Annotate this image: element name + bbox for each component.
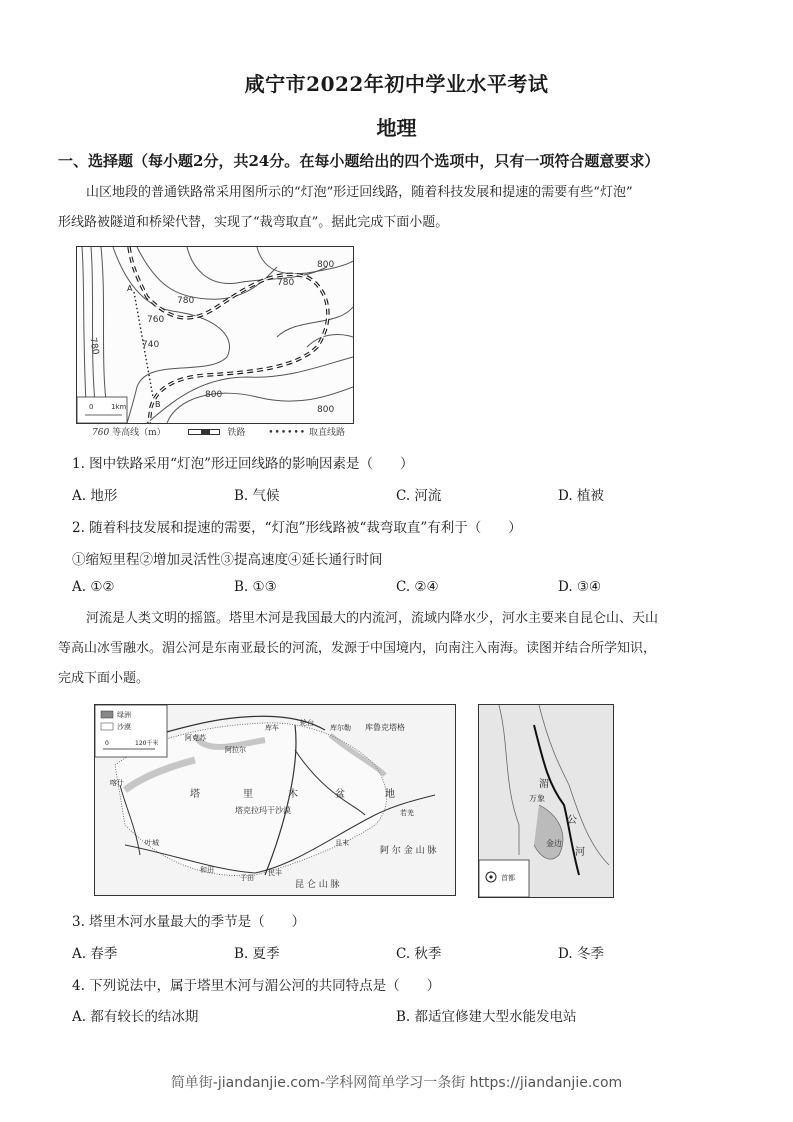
- svg-text:库鲁克塔格: 库鲁克塔格: [365, 723, 405, 732]
- svg-text:沙漠: 沙漠: [117, 723, 131, 731]
- q4-option-b[interactable]: B. 都适宜修建大型水能发电站: [396, 1009, 577, 1025]
- railway-legend-icon: [188, 429, 220, 435]
- passage-2-line-1: 河流是人类文明的摇篮。塔里木河是我国最大的内流河，流域内降水少，河水主要来自昆仑山、天山: [86, 611, 659, 626]
- q2-option-a[interactable]: A. ①②: [72, 579, 115, 595]
- svg-text:公: 公: [567, 815, 577, 826]
- question-3-stem: 3. 塔里木河水量最大的季节是（ ）: [72, 914, 306, 930]
- svg-text:首都: 首都: [501, 874, 515, 882]
- q4-option-a[interactable]: A. 都有较长的结冰期: [72, 1009, 199, 1025]
- svg-text:盆: 盆: [335, 789, 345, 800]
- svg-text:喀什: 喀什: [110, 779, 124, 787]
- passage-2: [58, 604, 738, 694]
- svg-text:A: A: [127, 284, 133, 293]
- passage-2-line-2: 等高山冰雪融水。湄公河是东南亚最长的河流，发源于中国境内，向南注入南海。读图并结合所学知识，: [58, 641, 657, 656]
- svg-text:780: 780: [277, 278, 295, 288]
- tarim-basin-map: [94, 704, 456, 896]
- svg-text:780: 780: [87, 336, 101, 356]
- svg-text:万象: 万象: [529, 794, 545, 803]
- q3-option-b[interactable]: B. 夏季: [234, 946, 280, 962]
- exam-title: 咸宁市2022年初中学业水平考试: [244, 72, 549, 96]
- svg-text:民丰: 民丰: [268, 869, 282, 877]
- straight-route-legend-label: 取直线路: [308, 428, 345, 438]
- svg-text:800: 800: [317, 405, 335, 415]
- svg-text:且末: 且末: [335, 839, 349, 847]
- svg-text:0: 0: [89, 403, 94, 411]
- railway-legend-label: 铁路: [227, 428, 246, 438]
- q1-option-c[interactable]: C. 河流: [396, 488, 442, 504]
- tarim-map-graphic: [95, 705, 455, 895]
- mekong-map-graphic: [479, 705, 613, 897]
- q2-option-c[interactable]: C. ②④: [396, 579, 439, 595]
- svg-text:绿洲: 绿洲: [117, 711, 131, 719]
- q2-option-b[interactable]: B. ①③: [234, 579, 277, 595]
- svg-text:和田: 和田: [200, 866, 214, 874]
- q3-option-d[interactable]: D. 冬季: [558, 946, 604, 962]
- svg-text:库车: 库车: [265, 724, 279, 732]
- svg-text:轮台: 轮台: [300, 719, 314, 727]
- passage-1: [58, 178, 738, 238]
- svg-text:760: 760: [147, 315, 165, 325]
- svg-text:若羌: 若羌: [400, 809, 414, 817]
- svg-text:B: B: [155, 400, 161, 409]
- question-2-stem: 2. 随着科技发展和提速的需要，“灯泡”形线路被“裁弯取直”有利于（ ）: [72, 520, 522, 536]
- svg-text:800: 800: [317, 260, 335, 270]
- svg-text:于田: 于田: [240, 874, 254, 882]
- q3-option-c[interactable]: C. 秋季: [396, 946, 442, 962]
- svg-text:740: 740: [142, 340, 160, 350]
- q3-option-a[interactable]: A. 春季: [72, 946, 118, 962]
- question-2-statements: ①缩短里程②增加灵活性③提高速度④延长通行时间: [72, 552, 383, 568]
- svg-text:库尔勒: 库尔勒: [330, 724, 351, 732]
- svg-text:金边: 金边: [546, 839, 562, 848]
- svg-text:阿拉尔: 阿拉尔: [225, 746, 246, 754]
- passage-1-line-1: 山区地段的普通铁路常采用图所示的“灯泡”形迂回线路，随着科技发展和提速的需要有些“灯泡”: [86, 185, 633, 200]
- contour-map-figure: [76, 246, 354, 424]
- svg-text:120千米: 120千米: [135, 740, 159, 747]
- svg-text:木: 木: [288, 789, 298, 800]
- q1-option-a[interactable]: A. 地形: [72, 488, 118, 504]
- q1-option-d[interactable]: D. 植被: [558, 488, 604, 504]
- subject-title: 地理: [376, 116, 417, 140]
- svg-text:0: 0: [105, 740, 109, 747]
- svg-text:叶城: 叶城: [145, 839, 159, 847]
- mekong-river-map: [478, 704, 614, 898]
- svg-text:湄: 湄: [539, 779, 549, 790]
- svg-text:昆 仑 山 脉: 昆 仑 山 脉: [295, 880, 340, 890]
- contour-map-graphic: [77, 247, 353, 423]
- footer-watermark: 简单街-jiandanjie.com-学科网简单学习一条街 https://jiandanjie.com: [170, 1075, 623, 1091]
- svg-text:800: 800: [205, 390, 223, 400]
- passage-1-line-2: 形线路被隧道和桥梁代替，实现了“裁弯取直”。据此完成下面小题。: [58, 215, 449, 230]
- contour-legend-sample: 760: [92, 428, 110, 438]
- q1-option-b[interactable]: B. 气候: [234, 488, 280, 504]
- svg-text:地: 地: [385, 789, 395, 800]
- question-4-stem: 4. 下列说法中，属于塔里木河与湄公河的共同特点是（ ）: [72, 978, 441, 994]
- section-heading: 一、选择题（每小题2分，共24分。在每小题给出的四个选项中，只有一项符合题意要求）: [58, 152, 660, 170]
- svg-text:塔: 塔: [190, 789, 200, 800]
- svg-text:阿 尔 金 山 脉: 阿 尔 金 山 脉: [380, 846, 437, 856]
- svg-text:塔克拉玛干沙漠: 塔克拉玛干沙漠: [235, 806, 291, 815]
- contour-map-legend: [92, 425, 345, 438]
- contour-legend-label: 等高线（m）: [112, 428, 166, 438]
- svg-text:1km: 1km: [111, 403, 127, 411]
- svg-text:河: 河: [575, 847, 585, 858]
- svg-text:里: 里: [243, 789, 253, 800]
- passage-2-line-3: 完成下面小题。: [58, 671, 150, 686]
- question-1-stem: 1. 图中铁路采用“灯泡”形迂回线路的影响因素是（ ）: [72, 456, 414, 472]
- svg-text:780: 780: [177, 296, 195, 306]
- svg-text:阿克苏: 阿克苏: [185, 734, 206, 742]
- straight-route-legend-icon: ••••••: [268, 428, 307, 438]
- q2-option-d[interactable]: D. ③④: [558, 579, 602, 595]
